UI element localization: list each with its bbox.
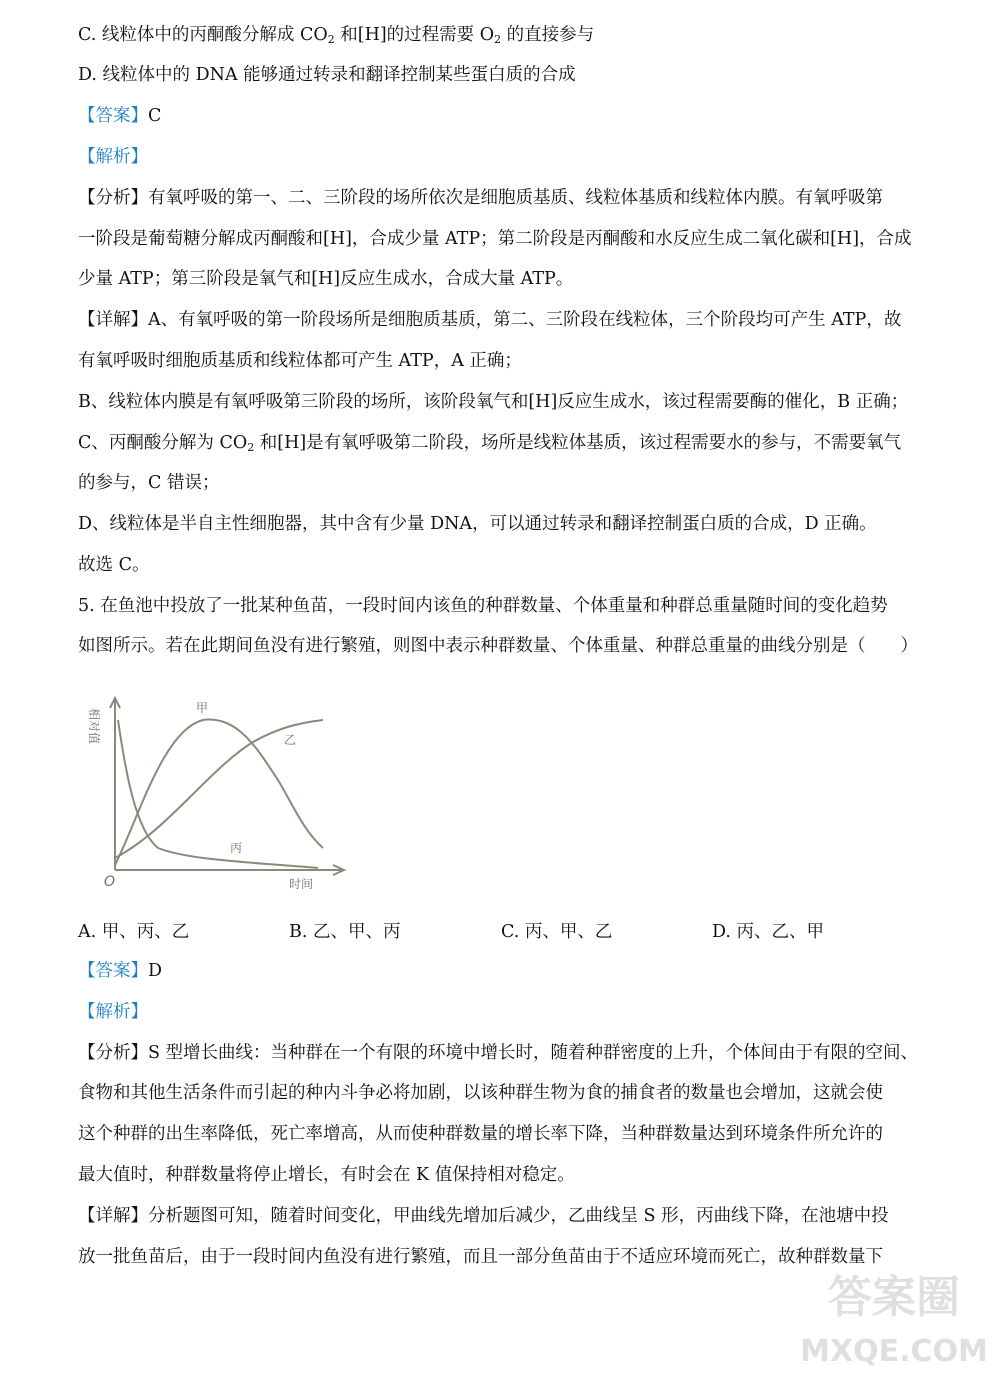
detail-text-3: B、线粒体内膜是有氧呼吸第三阶段的场所，该阶段氧气和[H]反应生成水，该过程需要酶的催化，B 正确； bbox=[78, 392, 909, 412]
analysis-text-1: 【分析】有氧呼吸的第一、二、三阶段的场所依次是细胞质基质、线粒体基质和线粒体内膜。有氧呼吸第 bbox=[78, 188, 883, 208]
origin-label: O bbox=[104, 874, 116, 890]
question-5-text-2: 如图所示。若在此期间鱼没有进行繁殖，则图中表示种群数量、个体重量、种群总重量的曲线分别是（ ） bbox=[78, 636, 918, 656]
answer-tag: 【答案】 bbox=[78, 106, 148, 126]
x-axis-label: 时间 bbox=[289, 877, 314, 891]
answer-options bbox=[78, 918, 938, 944]
analysis-text-2: 一阶段是葡萄糖分解成丙酮酸和[H]，合成少量 ATP；第二阶段是丙酮酸和水反应生成二氧化碳和[H]，合成 bbox=[78, 229, 912, 249]
analysis-text-7: 最大值时，种群数量将停止增长，有时会在 K 值保持相对稳定。 bbox=[78, 1165, 575, 1185]
answer-line-1: 【答案】C bbox=[78, 106, 162, 126]
watermark-logo bbox=[794, 1257, 994, 1377]
label-jia: 甲 bbox=[196, 701, 209, 715]
detail-text-8: 放一批鱼苗后，由于一段时间内鱼没有进行繁殖，而且一部分鱼苗由于不适应环境而死亡，故种群数量下 bbox=[78, 1247, 883, 1267]
analysis-heading-1: 【解析】 bbox=[78, 147, 148, 167]
analysis-text-5: 食物和其他生活条件而引起的种内斗争必将加剧，以该种群生物为食的捕食者的数量也会增加，这就会使 bbox=[78, 1083, 883, 1103]
option-d: D. 丙、乙、甲 bbox=[712, 922, 825, 942]
question-5-text-1: 5. 在鱼池中投放了一批某种鱼苗，一段时间内该鱼的种群数量、个体重量和种群总重量随时间的变化趋势 bbox=[78, 596, 888, 616]
choice-summary: 故选 C。 bbox=[78, 555, 150, 575]
label-bing: 丙 bbox=[230, 841, 243, 855]
answer-line-2: 【答案】D bbox=[78, 961, 163, 981]
analysis-text-4: 【分析】S 型增长曲线：当种群在一个有限的环境中增长时，随着种群密度的上升，个体间由于有限的空间、 bbox=[78, 1043, 919, 1063]
population-curve-figure bbox=[78, 690, 358, 900]
detail-text-5: 的参与，C 错误； bbox=[78, 473, 220, 493]
y-axis-label: 相对值 bbox=[87, 708, 101, 745]
detail-text-4: C、丙酮酸分解为 $CO_2$ 和[H]是有氧呼吸第二阶段，场所是线粒体基质，该过程需要水的参与，不需要氧气 bbox=[78, 433, 902, 454]
detail-text-7: 【详解】分析题图可知，随着时间变化，甲曲线先增加后减少，乙曲线呈 S 形，丙曲线下降，在池塘中投 bbox=[78, 1206, 889, 1226]
analysis-text-6: 这个种群的出生率降低，死亡率增高，从而使种群数量的增长率下降，当种群数量达到环境条件所允许的 bbox=[78, 1124, 883, 1144]
option-a: A. 甲、丙、乙 bbox=[78, 922, 190, 942]
analysis-text-3: 少量 ATP；第三阶段是氧气和[H]反应生成水，合成大量 ATP。 bbox=[78, 269, 574, 289]
detail-text-6: D、线粒体是半自主性细胞器，其中含有少量 DNA，可以通过转录和翻译控制蛋白质的合成，D 正确。 bbox=[78, 514, 877, 534]
detail-text-1: 【详解】A、有氧呼吸的第一阶段场所是细胞质基质，第二、三阶段在线粒体，三个阶段均可产生 ATP，故 bbox=[78, 310, 902, 330]
detail-text-2: 有氧呼吸时细胞质基质和线粒体都可产生 ATP，A 正确； bbox=[78, 351, 522, 371]
option-c: C. 丙、甲、乙 bbox=[501, 922, 613, 942]
option-c-text: C. 线粒体中的丙酮酸分解成 $CO_2$ 和[H]的过程需要 $O_2$ 的直接参与 bbox=[78, 25, 595, 46]
option-b: B. 乙、甲、丙 bbox=[289, 922, 401, 942]
watermark-line-1: 答案圈 bbox=[828, 1272, 960, 1323]
watermark-line-2: MXQE.COM bbox=[800, 1334, 988, 1369]
option-d-text: D. 线粒体中的 DNA 能够通过转录和翻译控制某些蛋白质的合成 bbox=[78, 65, 576, 85]
analysis-heading-2: 【解析】 bbox=[78, 1002, 148, 1022]
label-yi: 乙 bbox=[284, 733, 297, 747]
